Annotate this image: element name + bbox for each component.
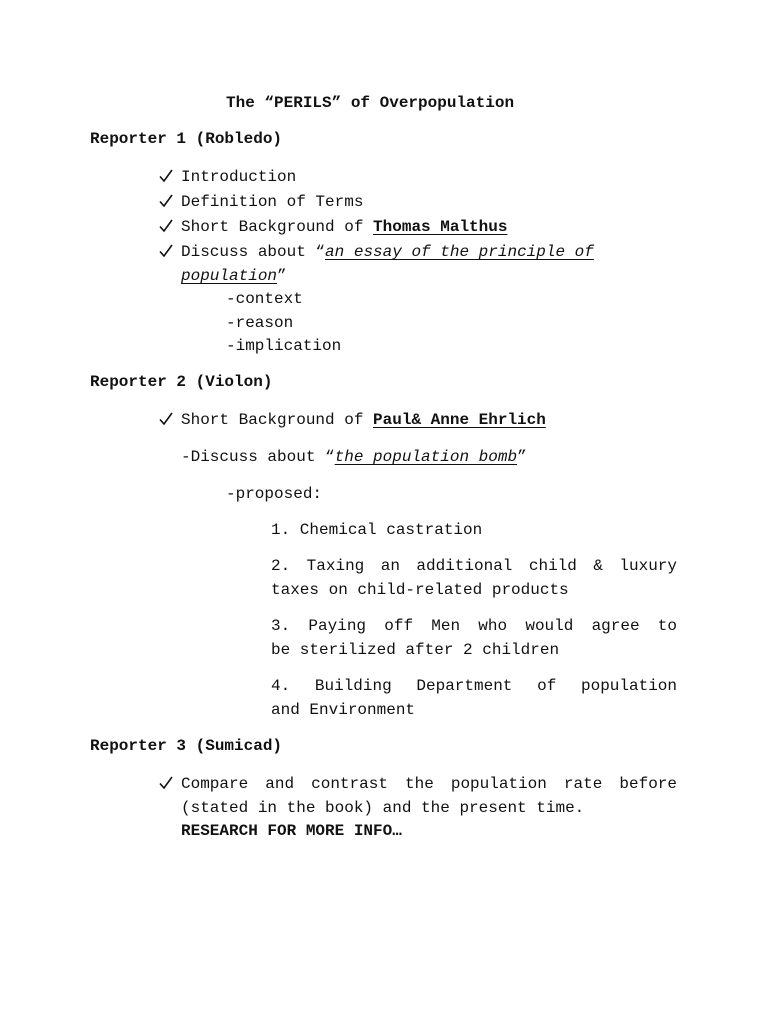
subpoint: -implication [226, 337, 342, 355]
checkmark-icon [158, 411, 174, 427]
list-item [181, 408, 546, 432]
proposal-item: 4. Building Department of population [271, 677, 677, 695]
proposal-item: 2. Taxing an additional child & luxury [271, 557, 677, 575]
checkmark-icon [158, 243, 174, 259]
person-name: Paul& Anne Ehrlich [373, 411, 546, 429]
essay-title-cont: population [181, 267, 278, 285]
reporter-1-heading: Reporter 1 (Robledo) [90, 130, 283, 148]
list-item-text: Short Background of [181, 218, 374, 236]
checkmark-icon [158, 775, 174, 791]
subpoint: -context [226, 290, 303, 308]
quote-close: ” [517, 448, 527, 466]
page-title: The “PERILS” of Overpopulation [226, 94, 515, 112]
proposal-item: 1. Chemical castration [271, 521, 483, 539]
book-title: the population bomb [334, 448, 518, 466]
reporter-3-heading: Reporter 3 (Sumicad) [90, 737, 283, 755]
discuss-prefix: -Discuss about “ [181, 448, 335, 466]
proposal-item-cont: be sterilized after 2 children [271, 641, 560, 659]
discuss-line [181, 445, 527, 469]
checkmark-icon [158, 193, 174, 209]
list-item-text: Discuss about “ [181, 243, 326, 261]
subpoint: -reason [226, 314, 294, 332]
checkmark-icon [158, 168, 174, 184]
list-item-text: Short Background of [181, 411, 374, 429]
list-item [181, 240, 594, 264]
proposed-label: -proposed: [226, 485, 323, 503]
essay-title: an essay of the principle of [325, 243, 594, 261]
proposal-item: 3. Paying off Men who would agree to [271, 617, 677, 635]
person-name: Thomas Malthus [373, 218, 508, 236]
list-item: Introduction [181, 168, 297, 186]
list-item: Compare and contrast the population rate before [181, 775, 677, 793]
reporter-2-heading: Reporter 2 (Violon) [90, 373, 273, 391]
list-item [181, 215, 507, 239]
research-note: RESEARCH FOR MORE INFO… [181, 822, 402, 840]
list-item-continuation [181, 264, 287, 288]
proposal-item-cont: and Environment [271, 701, 416, 719]
quote-close: ” [277, 267, 287, 285]
list-item: Definition of Terms [181, 193, 364, 211]
checkmark-icon [158, 218, 174, 234]
list-item-cont: (stated in the book) and the present time. [181, 799, 585, 817]
proposal-item-cont: taxes on child-related products [271, 581, 569, 599]
